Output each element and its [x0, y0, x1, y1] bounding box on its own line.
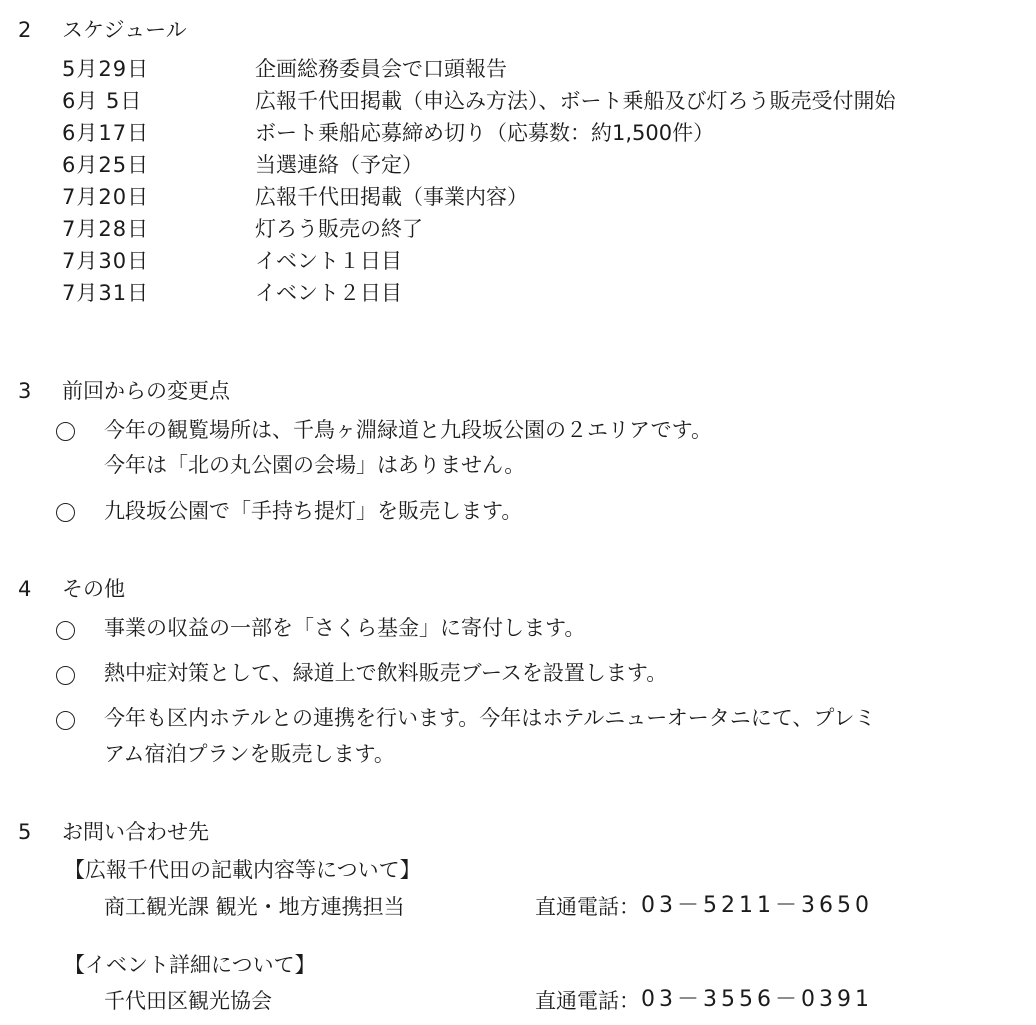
schedule-event: 広報千代田掲載（事業内容） [255, 185, 528, 209]
other-item-line: 事業の収益の一部を「さくら基金」に寄付します。 [104, 616, 586, 640]
schedule-event: イベント２日目 [255, 281, 402, 305]
contact-org: 千代田区観光協会 [104, 989, 272, 1013]
schedule-event: イベント１日目 [255, 249, 402, 273]
contact-phone: 03－3556－0391 [641, 987, 873, 1012]
circle-bullet-icon [56, 422, 75, 441]
section-4-title: その他 [62, 577, 125, 601]
contact-org: 商工観光課 観光・地方連携担当 [104, 895, 405, 919]
circle-bullet-icon [56, 503, 75, 522]
change-item-line: 今年の観覧場所は、千鳥ヶ淵緑道と九段坂公園の２エリアです。 [104, 418, 712, 442]
section-2-number: 2 [18, 18, 32, 42]
section-5-title: お問い合わせ先 [62, 820, 209, 844]
change-item-line: 今年は「北の丸公園の会場」はありません。 [104, 453, 526, 477]
schedule-date: 6月17日 [62, 121, 150, 145]
contact-heading: 【イベント詳細について】 [64, 953, 316, 977]
schedule-event: 広報千代田掲載（申込み方法）、ボート乗船及び灯ろう販売受付開始 [255, 89, 896, 113]
schedule-date: 7月20日 [62, 185, 150, 209]
schedule-date: 5月29日 [62, 57, 150, 81]
schedule-date: 7月28日 [62, 217, 150, 241]
contact-phone: 03－5211－3650 [641, 893, 873, 918]
circle-bullet-icon [56, 666, 75, 685]
section-3-title: 前回からの変更点 [62, 379, 230, 403]
section-2-title: スケジュール [62, 18, 187, 42]
section-3-number: 3 [18, 379, 32, 403]
change-item-line: 九段坂公園で「手持ち提灯」を販売します。 [104, 499, 523, 523]
schedule-event: 当選連絡（予定） [255, 153, 423, 177]
schedule-date: 7月30日 [62, 249, 150, 273]
other-item-line: 今年も区内ホテルとの連携を行います。今年はホテルニューオータニにて、プレミ [104, 706, 876, 730]
section-5-number: 5 [18, 820, 32, 844]
other-item-line: 熱中症対策として、緑道上で飲料販売ブースを設置します。 [104, 661, 668, 685]
other-item-line: アム宿泊プランを販売します。 [104, 742, 395, 766]
section-4-number: 4 [18, 577, 32, 601]
schedule-event: ボート乗船応募締め切り（応募数：約1,500件） [255, 121, 715, 145]
contact-heading: 【広報千代田の記載内容等について】 [64, 858, 421, 882]
contact-phone-label: 直通電話： [535, 989, 640, 1013]
schedule-date: 7月31日 [62, 281, 150, 305]
schedule-event: 灯ろう販売の終了 [255, 217, 423, 241]
schedule-event: 企画総務委員会で口頭報告 [255, 57, 507, 81]
contact-phone-label: 直通電話： [535, 895, 640, 919]
schedule-date: 6月25日 [62, 153, 150, 177]
circle-bullet-icon [56, 711, 75, 730]
circle-bullet-icon [56, 621, 75, 640]
schedule-date: 6月 5日 [62, 89, 143, 113]
